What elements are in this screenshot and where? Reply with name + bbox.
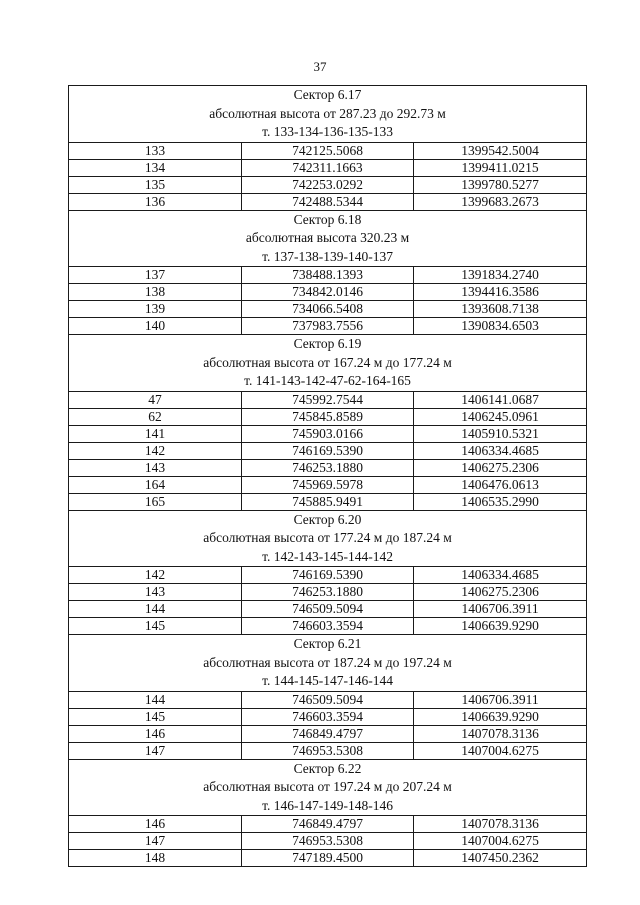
y-coordinate-cell: 1405910.5321 — [414, 425, 587, 442]
sector-points: т. 133-134-136-135-133 — [262, 124, 393, 139]
table-row — [69, 142, 587, 159]
table-row — [69, 391, 587, 408]
point-number-cell: 143 — [69, 459, 242, 476]
point-number-cell: 134 — [69, 159, 242, 176]
sector-title: Сектор 6.21 — [293, 636, 362, 651]
sector-header — [69, 335, 587, 392]
sector-points: т. 142-143-145-144-142 — [262, 548, 393, 564]
table-row — [69, 850, 587, 867]
table-row — [69, 618, 587, 635]
y-coordinate-cell: 1407450.2362 — [414, 850, 587, 867]
table-row — [69, 742, 587, 759]
y-coordinate-cell: 1406639.9290 — [414, 618, 587, 635]
point-number-cell: 140 — [69, 318, 242, 335]
sector-altitude: абсолютная высота от 187.24 м до 197.24 м — [203, 654, 452, 670]
point-number-cell: 62 — [69, 408, 242, 425]
point-number-cell: 165 — [69, 493, 242, 510]
y-coordinate-cell: 1391834.2740 — [414, 267, 587, 284]
x-coordinate-cell: 746849.4797 — [242, 816, 414, 833]
y-coordinate-cell: 1399780.5277 — [414, 176, 587, 193]
table-row — [69, 159, 587, 176]
y-coordinate-cell: 1406275.2306 — [414, 584, 587, 601]
point-number-cell: 144 — [69, 601, 242, 618]
y-coordinate-cell: 1406535.2990 — [414, 493, 587, 510]
table-row — [69, 708, 587, 725]
sector-header — [69, 510, 587, 567]
y-coordinate-cell: 1399411.0215 — [414, 159, 587, 176]
y-coordinate-cell: 1406706.3911 — [414, 601, 587, 618]
sector-title: Сектор 6.22 — [293, 760, 362, 776]
table-row — [69, 493, 587, 510]
point-number-cell: 138 — [69, 284, 242, 301]
x-coordinate-cell: 746953.5308 — [242, 833, 414, 850]
page-number: 37 — [313, 59, 327, 74]
y-coordinate-cell: 1393608.7138 — [414, 301, 587, 318]
sector-title: Сектор 6.19 — [293, 336, 362, 351]
y-coordinate-cell: 1407004.6275 — [414, 833, 587, 850]
table-row — [69, 193, 587, 210]
sector-altitude: абсолютная высота от 177.24 м до 187.24 м — [203, 530, 452, 545]
table-row — [69, 425, 587, 442]
y-coordinate-cell: 1394416.3586 — [414, 284, 587, 301]
point-number-cell: 147 — [69, 833, 242, 850]
point-number-cell: 142 — [69, 442, 242, 459]
sector-header — [69, 759, 587, 816]
x-coordinate-cell: 746253.1880 — [242, 459, 414, 476]
point-number-cell: 137 — [69, 267, 242, 284]
y-coordinate-cell: 1406141.0687 — [414, 391, 587, 408]
point-number-cell: 146 — [69, 816, 242, 833]
x-coordinate-cell: 737983.7556 — [242, 318, 414, 335]
sector-header-row — [69, 759, 587, 816]
table-row — [69, 833, 587, 850]
point-number-cell: 144 — [69, 691, 242, 708]
table-row — [69, 584, 587, 601]
y-coordinate-cell: 1390834.6503 — [414, 318, 587, 335]
point-number-cell: 148 — [69, 850, 242, 867]
sector-header — [69, 210, 587, 267]
point-number-cell: 145 — [69, 708, 242, 725]
y-coordinate-cell: 1407078.3136 — [414, 816, 587, 833]
table-row — [69, 691, 587, 708]
x-coordinate-cell: 742311.1663 — [242, 159, 414, 176]
point-number-cell: 133 — [69, 142, 242, 159]
y-coordinate-cell: 1406245.0961 — [414, 408, 587, 425]
point-number-cell: 139 — [69, 301, 242, 318]
sector-header-row — [69, 86, 587, 143]
point-number-cell: 135 — [69, 176, 242, 193]
sector-title: Сектор 6.18 — [293, 211, 362, 227]
sector-altitude: абсолютная высота 320.23 м — [245, 230, 410, 245]
sector-header — [69, 635, 587, 692]
sector-header-row — [69, 210, 587, 267]
x-coordinate-cell: 738488.1393 — [242, 267, 414, 284]
sector-title: Сектор 6.20 — [293, 511, 362, 527]
x-coordinate-cell: 745845.8589 — [242, 408, 414, 425]
x-coordinate-cell: 742125.5068 — [242, 142, 414, 159]
coordinates-table-body — [69, 86, 587, 867]
coordinates-table — [68, 85, 587, 867]
table-row — [69, 816, 587, 833]
x-coordinate-cell: 745885.9491 — [242, 493, 414, 510]
sector-header-row — [69, 510, 587, 567]
table-row — [69, 601, 587, 618]
y-coordinate-cell: 1399683.2673 — [414, 193, 587, 210]
x-coordinate-cell: 745992.7544 — [242, 391, 414, 408]
x-coordinate-cell: 742253.0292 — [242, 176, 414, 193]
table-row — [69, 267, 587, 284]
table-row — [69, 176, 587, 193]
table-row — [69, 459, 587, 476]
y-coordinate-cell: 1399542.5004 — [414, 142, 587, 159]
y-coordinate-cell: 1406706.3911 — [414, 691, 587, 708]
table-row — [69, 442, 587, 459]
table-row — [69, 567, 587, 584]
sector-header-row — [69, 335, 587, 392]
x-coordinate-cell: 746509.5094 — [242, 601, 414, 618]
point-number-cell: 145 — [69, 618, 242, 635]
sector-title: Сектор 6.17 — [293, 87, 362, 102]
sector-points: т. 141-143-142-47-62-164-165 — [244, 373, 411, 388]
sector-points: т. 144-145-147-146-144 — [262, 673, 393, 688]
y-coordinate-cell: 1407004.6275 — [414, 742, 587, 759]
point-number-cell: 147 — [69, 742, 242, 759]
x-coordinate-cell: 742488.5344 — [242, 193, 414, 210]
x-coordinate-cell: 746603.3594 — [242, 708, 414, 725]
y-coordinate-cell: 1406476.0613 — [414, 476, 587, 493]
x-coordinate-cell: 745969.5978 — [242, 476, 414, 493]
table-row — [69, 725, 587, 742]
point-number-cell: 143 — [69, 584, 242, 601]
x-coordinate-cell: 746169.5390 — [242, 442, 414, 459]
sector-header-row — [69, 635, 587, 692]
x-coordinate-cell: 746953.5308 — [242, 742, 414, 759]
x-coordinate-cell: 734842.0146 — [242, 284, 414, 301]
sector-header — [69, 86, 587, 143]
y-coordinate-cell: 1406334.4685 — [414, 567, 587, 584]
point-number-cell: 146 — [69, 725, 242, 742]
x-coordinate-cell: 747189.4500 — [242, 850, 414, 867]
point-number-cell: 141 — [69, 425, 242, 442]
sector-altitude: абсолютная высота от 197.24 м до 207.24 м — [203, 779, 452, 794]
x-coordinate-cell: 745903.0166 — [242, 425, 414, 442]
sector-altitude: абсолютная высота от 287.23 до 292.73 м — [209, 105, 446, 121]
sector-altitude: абсолютная высота от 167.24 м до 177.24 м — [203, 354, 452, 370]
y-coordinate-cell: 1407078.3136 — [414, 725, 587, 742]
table-row — [69, 476, 587, 493]
point-number-cell: 136 — [69, 193, 242, 210]
x-coordinate-cell: 746169.5390 — [242, 567, 414, 584]
point-number-cell: 142 — [69, 567, 242, 584]
y-coordinate-cell: 1406334.4685 — [414, 442, 587, 459]
x-coordinate-cell: 734066.5408 — [242, 301, 414, 318]
x-coordinate-cell: 746849.4797 — [242, 725, 414, 742]
table-row — [69, 318, 587, 335]
point-number-cell: 47 — [69, 391, 242, 408]
x-coordinate-cell: 746603.3594 — [242, 618, 414, 635]
sector-points: т. 146-147-149-148-146 — [262, 797, 393, 813]
x-coordinate-cell: 746253.1880 — [242, 584, 414, 601]
y-coordinate-cell: 1406275.2306 — [414, 459, 587, 476]
table-row — [69, 408, 587, 425]
y-coordinate-cell: 1406639.9290 — [414, 708, 587, 725]
table-row — [69, 301, 587, 318]
x-coordinate-cell: 746509.5094 — [242, 691, 414, 708]
table-row — [69, 284, 587, 301]
sector-points: т. 137-138-139-140-137 — [262, 248, 393, 264]
point-number-cell: 164 — [69, 476, 242, 493]
